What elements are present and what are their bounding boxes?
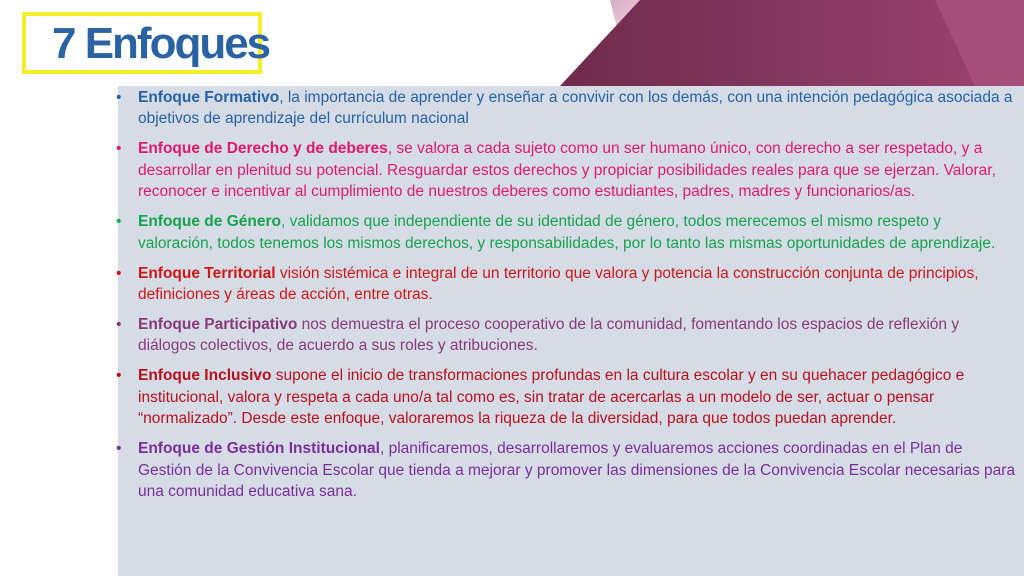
item-text: nos demuestra el proceso cooperativo de la comunidad, fomentando los espacios de reflexión y diálogos colectivos, de acuerdo a sus roles y atribuciones. xyxy=(138,316,960,355)
item-heading: Enfoque Inclusivo xyxy=(138,367,272,385)
item-text: , la importancia de aprender y enseñar a convivir con los demás, con una intención pedagógica asociada a objetivos de aprendizaje del currículum nacional xyxy=(138,89,1013,128)
bullet: • xyxy=(116,140,122,158)
item-heading: Enfoque Territorial xyxy=(138,264,276,282)
item-heading: Enfoque Formativo xyxy=(138,89,280,106)
list-item xyxy=(112,87,1018,130)
slide-title: 7 Enfoques xyxy=(52,19,270,68)
list-item xyxy=(112,263,1018,306)
item-heading: Enfoque de Derecho y de deberes xyxy=(138,140,388,158)
bullet: • xyxy=(116,213,122,231)
bullet: • xyxy=(116,440,122,458)
list-item xyxy=(112,314,1018,357)
item-heading: Enfoque Participativo xyxy=(138,316,298,334)
item-text: , planificaremos, desarrollaremos y evaluaremos acciones coordinadas en el Plan de Gestión de la Convivencia Escolar que tienda a mejorar y promover las dimensiones de la Convivencia Escolar necesarias para una comunidad educativa sana. xyxy=(138,440,1016,501)
item-text: , se valora a cada sujeto como un ser humano único, con derecho a ser respetado, y a desarrollar en plenitud su potencial. Resguardar estos derechos y propiciar posibilidades reales para que se ejerzan. Valorar, reconocer e incentivar al cumplimiento de nuestros deberes como estudiantes, padres, madres y funcionarios/as. xyxy=(138,140,996,201)
item-text: supone el inicio de transformaciones profundas en la cultura escolar y en su quehacer pedagógico e institucional, valora y respeta a cada uno/a tal como es, sin tratar de acercarlas a un modelo de ser, actuar o pensar “normalizado”. Desde este enfoque, valoraremos la riqueza de la diversidad, para que todos puedan aprender. xyxy=(138,367,965,428)
list-item xyxy=(112,211,1018,254)
list-item xyxy=(112,438,1018,502)
item-text: visión sistémica e integral de un territorio que valora y potencia la construcción conjunta de principios, definiciones y áreas de acción, entre otras. xyxy=(138,264,979,304)
bullet: • xyxy=(116,264,122,282)
bullet: • xyxy=(116,367,122,385)
bullet: • xyxy=(116,316,122,334)
item-heading: Enfoque de Gestión Institucional xyxy=(138,440,380,458)
enfoques-list xyxy=(112,87,1018,511)
item-heading: Enfoque de Género xyxy=(138,213,281,231)
list-item xyxy=(112,138,1018,202)
bullet: • xyxy=(116,89,122,106)
list-item xyxy=(112,365,1018,429)
item-text: , validamos que independiente de su identidad de género, todos merecemos el mismo respeto y valoración, todos tenemos los mismos derechos, y responsabilidades, por lo tanto las mismas oportunidades de aprendizaje. xyxy=(138,213,996,252)
